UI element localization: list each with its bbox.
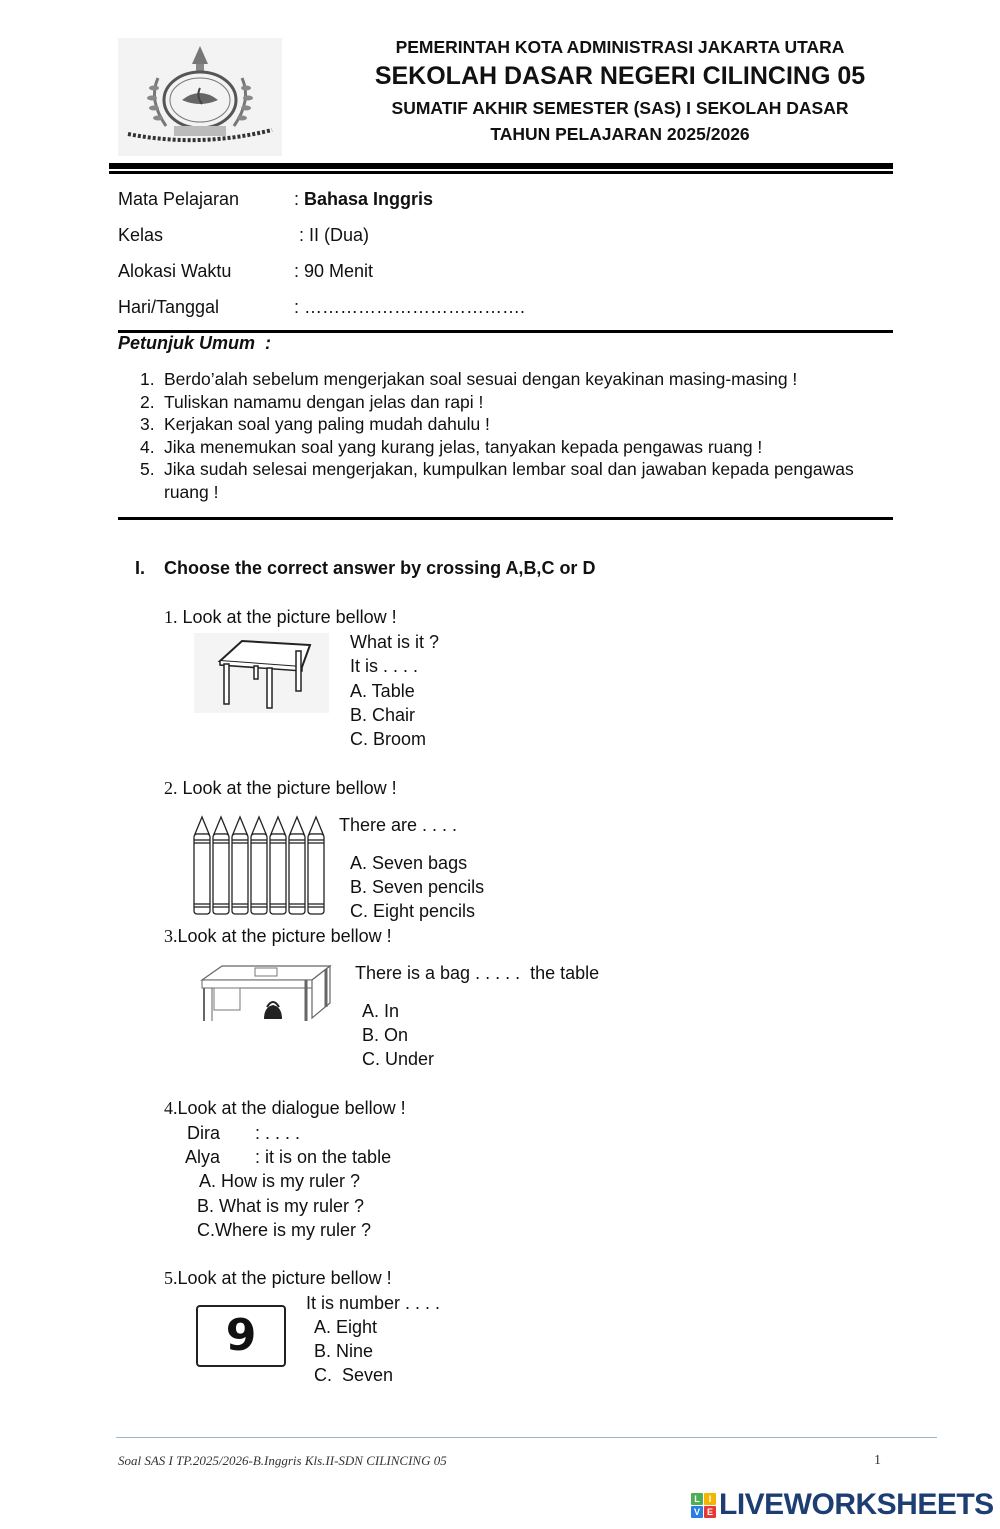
info-label: Alokasi Waktu [118, 261, 232, 281]
instructions-divider [118, 517, 893, 520]
footer-divider [116, 1437, 937, 1438]
question-1-stem: It is . . . . [350, 656, 419, 676]
info-label: Hari/Tanggal [118, 297, 220, 317]
question-1-option-a[interactable]: A. Table [350, 681, 415, 701]
question-3-option-a[interactable]: A. In [362, 1001, 400, 1021]
question-2-option-a[interactable]: A. Seven bags [350, 853, 468, 873]
instruction-item: 5. Jika sudah selesai mengerjakan, kumpulkan lembar soal dan jawaban kepada pengawas ruang ! [140, 459, 854, 502]
school-emblem-icon [118, 38, 282, 156]
card-number: 9 [225, 1310, 257, 1361]
instructions-title: Petunjuk Umum : [118, 333, 272, 353]
info-label: Kelas [118, 225, 164, 245]
question-5-option-b[interactable]: B. Nine [314, 1341, 374, 1361]
table-icon [194, 633, 329, 713]
instruction-item: 4. Jika menemukan soal yang kurang jelas, tanyakan kepada pengawas ruang ! [140, 436, 763, 457]
instruction-item: 3. Kerjakan soal yang paling mudah dahulu ! [140, 414, 490, 435]
header-school-name: SEKOLAH DASAR NEGERI CILINCING 05 [374, 62, 866, 90]
info-label: Mata Pelajaran [118, 189, 240, 209]
subject-name: Bahasa Inggris [304, 189, 434, 209]
dialogue-speaker: Dira [187, 1123, 221, 1143]
liveworksheets-logo[interactable] [691, 1489, 994, 1521]
pencils-icon [192, 814, 328, 916]
question-3-option-b[interactable]: B. On [362, 1025, 409, 1045]
dialogue-line: : . . . . [255, 1123, 301, 1143]
header-academic-year: TAHUN PELAJARAN 2025/2026 [490, 124, 750, 144]
question-5-prompt: 5.Look at the picture bellow ! [164, 1268, 392, 1288]
question-2-prompt: 2. Look at the picture bellow ! [164, 778, 397, 798]
info-value: : 90 Menit [294, 261, 374, 281]
question-3-option-c[interactable]: C. Under [362, 1049, 435, 1069]
liveworksheets-wordmark: LIVEWORKSHEETS [719, 1488, 994, 1521]
question-2-stem: There are . . . . [339, 815, 458, 835]
page-number: 1 [874, 1453, 881, 1468]
question-1-option-b[interactable]: B. Chair [350, 705, 416, 725]
question-4-option-a[interactable]: A. How is my ruler ? [199, 1171, 361, 1191]
question-1-stem: What is it ? [350, 632, 440, 652]
question-5-option-a[interactable]: A. Eight [314, 1317, 378, 1337]
info-value: : Bahasa Inggris [294, 189, 434, 209]
question-3-prompt: 3.Look at the picture bellow ! [164, 926, 392, 946]
header-divider-thick [109, 163, 893, 169]
question-1-option-c[interactable]: C. Broom [350, 729, 427, 749]
question-2-option-c[interactable]: C. Eight pencils [350, 901, 476, 921]
question-5-option-c[interactable]: C. Seven [314, 1365, 394, 1385]
dialogue-line: : it is on the table [255, 1147, 392, 1167]
info-value: : II (Dua) [294, 225, 370, 245]
question-4-option-c[interactable]: C.Where is my ruler ? [197, 1220, 372, 1240]
question-5-stem: It is number . . . . [306, 1293, 441, 1313]
question-2-option-b[interactable]: B. Seven pencils [350, 877, 485, 897]
live-badge-icon: L I V E [691, 1493, 716, 1518]
footer-text: Soal SAS I TP.2025/2026-B.Inggris Kls.II-SDN CILINCING 05 [118, 1453, 447, 1468]
dialogue-speaker: Alya [185, 1147, 221, 1167]
instruction-item: 1. Berdo’alah sebelum mengerjakan soal sesuai dengan keyakinan masing-masing ! [140, 369, 798, 389]
header-government: PEMERINTAH KOTA ADMINISTRASI JAKARTA UTARA [395, 37, 845, 57]
header-exam-title: SUMATIF AKHIR SEMESTER (SAS) I SEKOLAH DASAR [391, 98, 849, 118]
instructions-list [140, 368, 900, 504]
question-3-stem: There is a bag . . . . . the table [355, 963, 600, 983]
header-divider-thin [109, 171, 893, 174]
desk-with-bag-icon [200, 963, 332, 1025]
question-4-option-b[interactable]: B. What is my ruler ? [197, 1196, 365, 1216]
instruction-item: 2. Tuliskan namamu dengan jelas dan rapi ! [140, 391, 484, 412]
question-4-prompt: 4.Look at the dialogue bellow ! [164, 1098, 406, 1118]
number-nine-card-icon [196, 1305, 286, 1367]
date-field[interactable]: : ………………………………. [294, 297, 526, 317]
question-1-prompt: 1. Look at the picture bellow ! [164, 607, 397, 627]
